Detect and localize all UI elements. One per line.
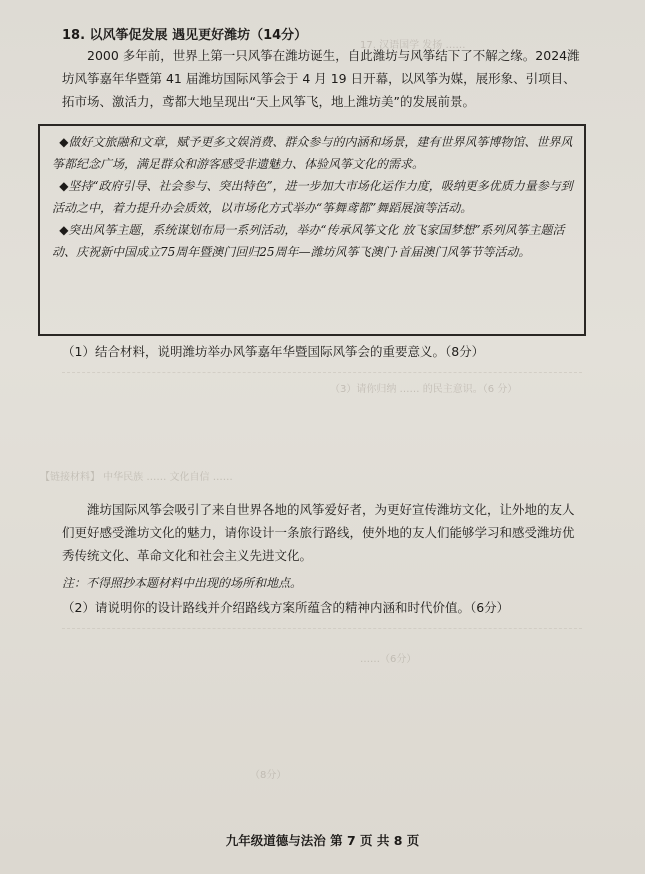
material-item: ◆坚持“政府引导、社会参与、突出特色”，进一步加大市场化运作力度，吸纳更多优质力量参与到活动之中，着力提升办会质效，以市场化方式举办“筝舞鸢都”舞蹈展演等活动。 [52,179,573,215]
route-design-paragraph: 潍坊国际风筝会吸引了来自世界各地的风筝爱好者，为更好宣传潍坊文化，让外地的友人们更好感受潍坊文化的魅力，请你设计一条旅行路线，使外地的友人们能够学习和感受潍坊优秀传统文化、革命文化和社会主义先进文化。 [62,502,575,563]
answer-space-2 [62,628,582,809]
bleed-through-text: ……（6分） [360,654,417,665]
page-footer: 九年级道德与法治 第 7 页 共 8 页 [225,833,420,848]
material-item: ◆做好文旅融和文章，赋予更多文娱消费、群众参与的内涵和场景，建有世界风筝博物馆、世界风筝都纪念广场，满足群众和游客感受非遗魅力、体验风筝文化的需求。 [52,135,573,171]
intro-paragraph: 2000 多年前，世界上第一只风筝在潍坊诞生，自此潍坊与风筝结下了不解之缘。2024潍坊风筝嘉年华暨第 41 届潍坊国际风筝会于 4 月 19 日开幕，以风筝为媒，展形象、引项目、拓市场、激活力，鸢都大地呈现出“天上风筝飞，地上潍坊美”的发展前景。 [62,48,580,109]
bleed-through-text: （3）请你归纳 …… 的民主意识。（6 分） [330,384,518,395]
bleed-through-text: 【链接材料】 中华民族 …… 文化自信 …… [40,472,233,483]
material-item: ◆突出风筝主题，系统谋划布局一系列活动，举办“传承风筝文化 放飞家国梦想”系列风筝主题活动、庆祝新中国成立75周年暨澳门回归25周年—潍坊风筝飞澳门·首届澳门风筝节等活动。 [52,223,565,259]
bleed-through-text: （8分） [250,770,287,781]
answer-space-1 [62,372,582,493]
question-title: 18. 以风筝促发展 遇见更好潍坊（14分） [62,28,308,43]
sub-question-2: （2）请说明你的设计路线并介绍路线方案所蕴含的精神内涵和时代价值。（6分） [62,600,510,615]
note-text: 注：不得照抄本题材料中出现的场所和地点。 [62,576,303,590]
sub-question-1: （1）结合材料，说明潍坊举办风筝嘉年华暨国际风筝会的重要意义。（8分） [62,344,485,359]
bleed-through-text: 17. 汉语国学 发扬 …… [360,40,466,51]
material-box [38,124,586,336]
